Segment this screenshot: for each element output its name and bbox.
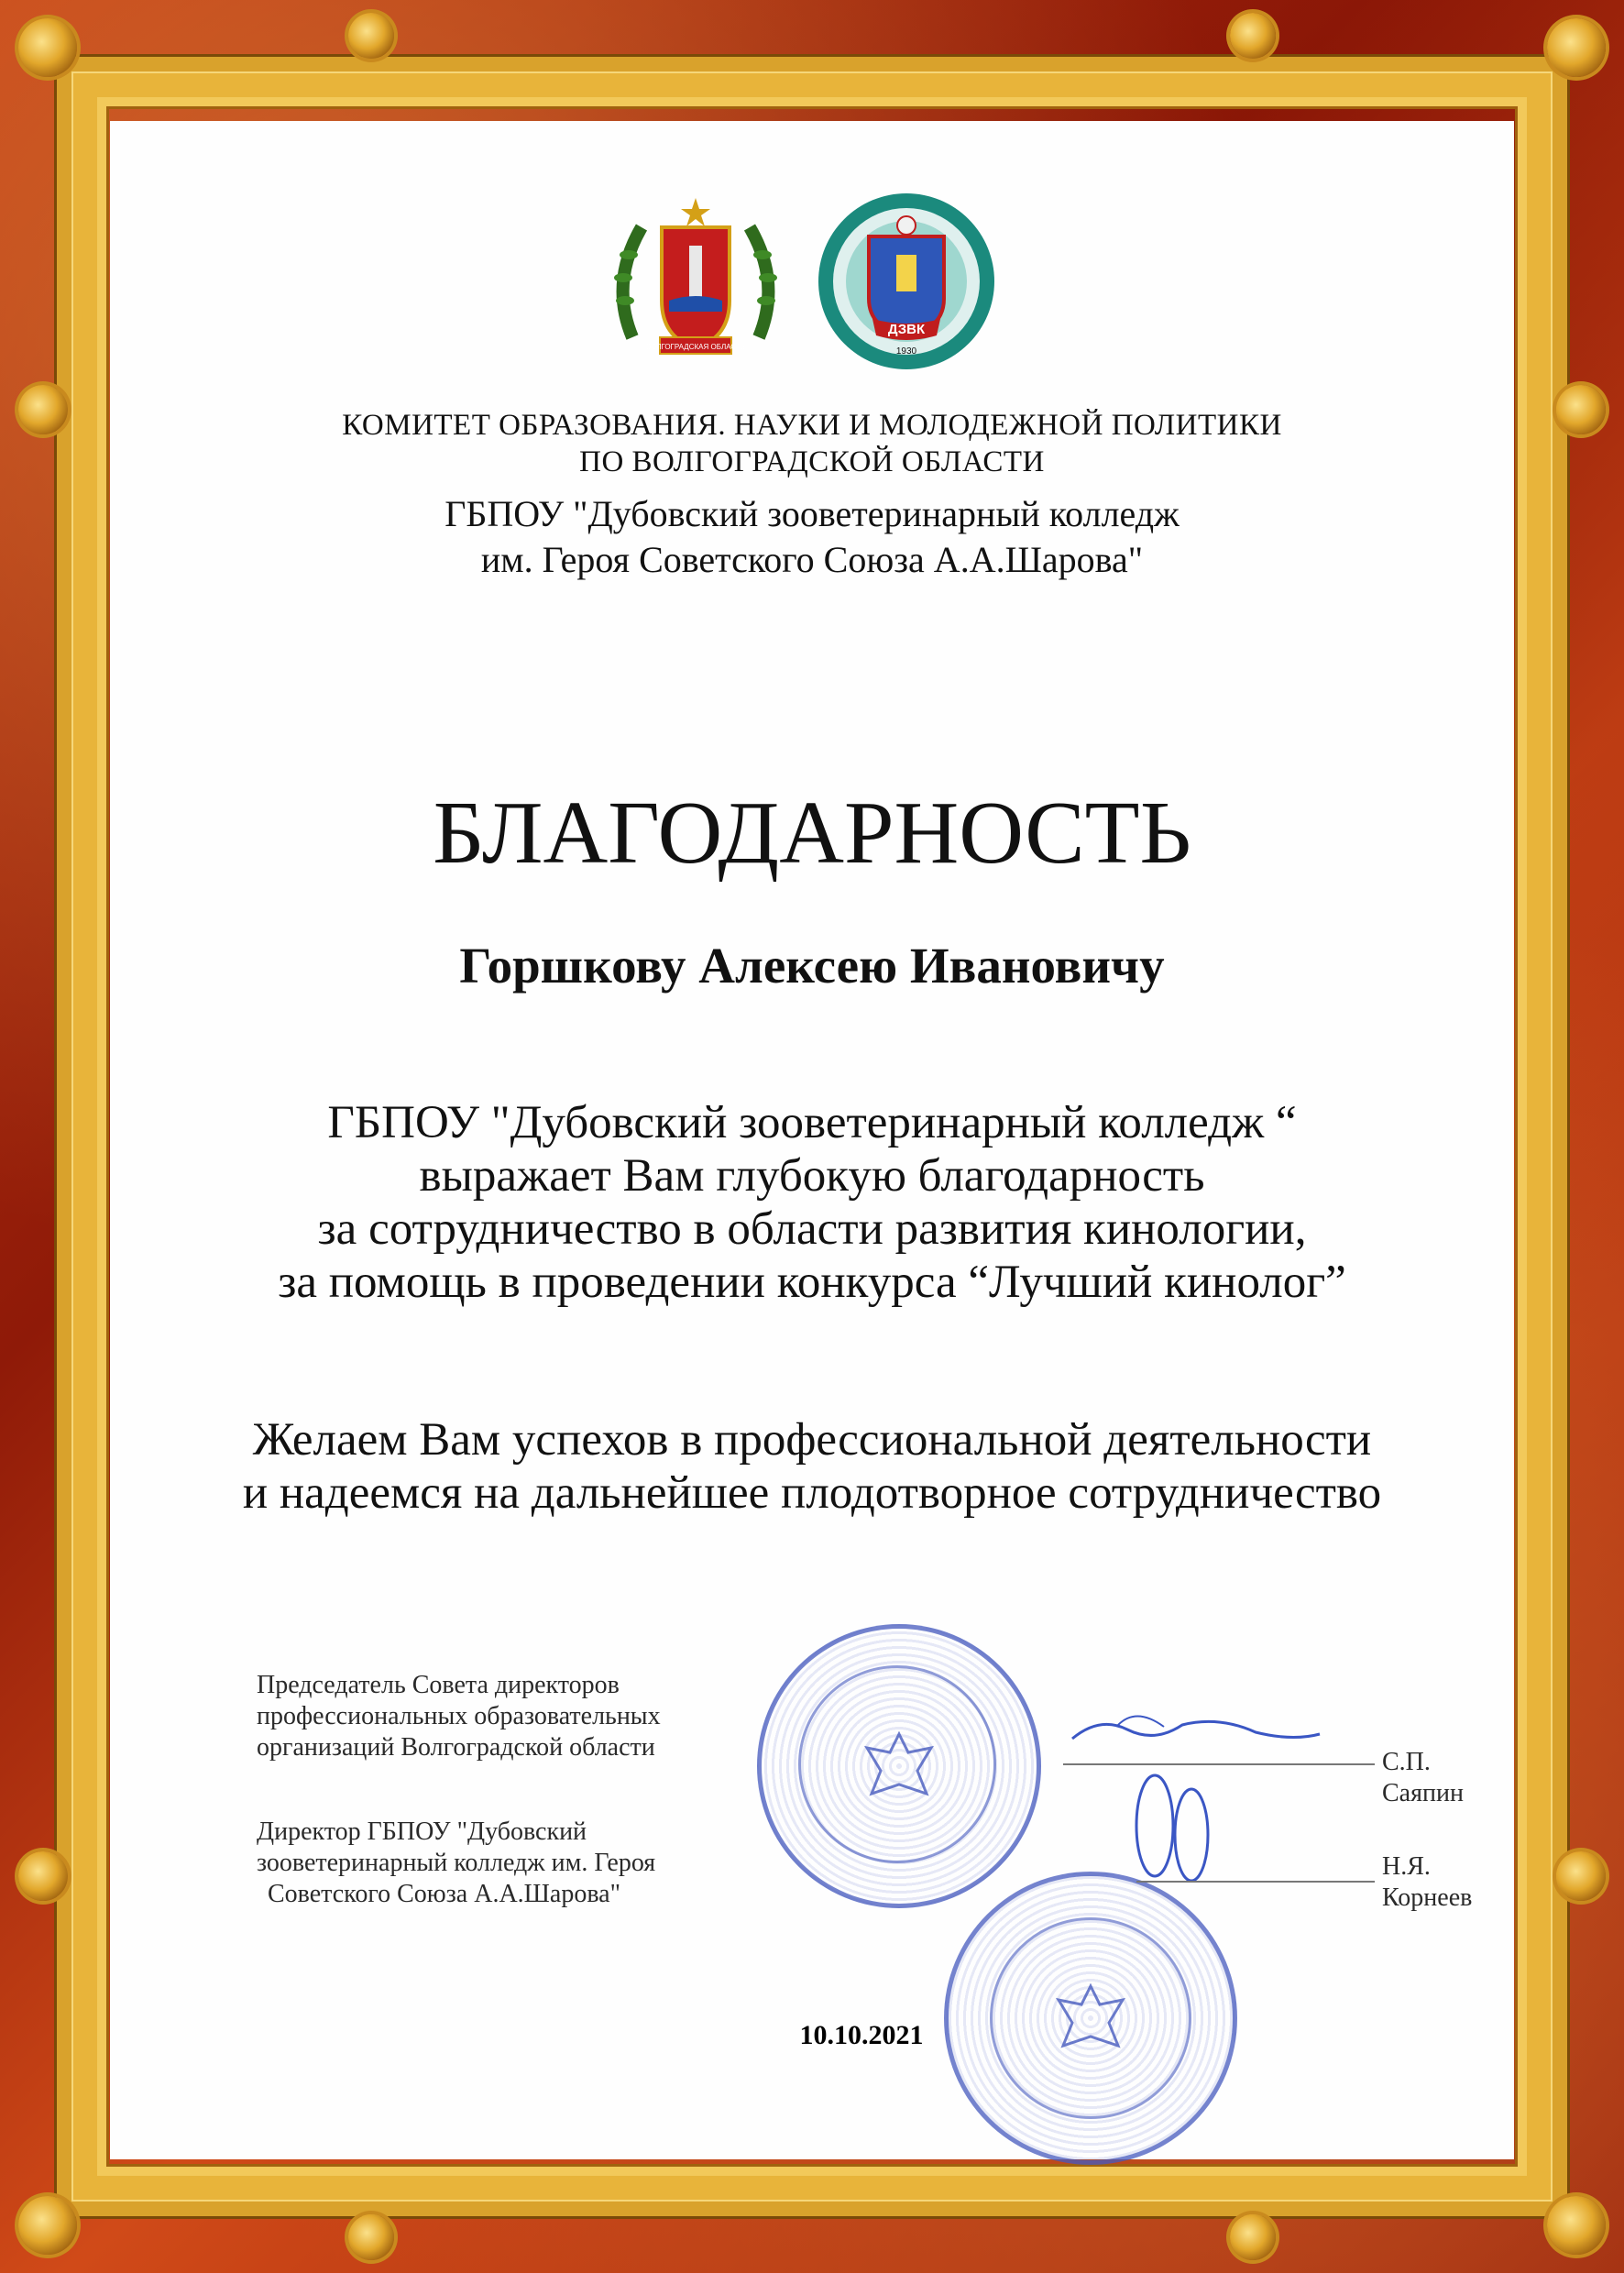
college-emblem-icon	[816, 191, 997, 372]
committee-header	[110, 407, 1514, 480]
frame-rosette-ornament	[348, 2214, 394, 2260]
recipient-name: Горшкову Алексею Ивановичу	[459, 938, 1165, 994]
issue-date: 10.10.2021	[799, 2020, 924, 2050]
frame-rosette-ornament	[1230, 13, 1276, 59]
chair-title-line: Председатель Совета директоров	[257, 1671, 620, 1699]
gratitude-text	[110, 1096, 1514, 1309]
frame-rosette-ornament	[348, 13, 394, 59]
eagle-emblem-icon	[858, 1725, 940, 1807]
committee-line: КОМИТЕТ ОБРАЗОВАНИЯ. НАУКИ И МОЛОДЕЖНОЙ ПОЛИТИКИ	[342, 409, 1282, 442]
director-signature-line	[1136, 1881, 1375, 1883]
certificate-paper	[110, 121, 1514, 2159]
wishes-text	[110, 1413, 1514, 1520]
director-signature	[1118, 1762, 1228, 1890]
director-title	[257, 1817, 655, 1910]
frame-rosette-ornament	[18, 385, 68, 434]
wishes-line: и надеемся на дальнейшее плодотворное сотрудничество	[242, 1467, 1382, 1519]
frame-rosette-ornament	[1547, 18, 1606, 77]
college-emblem-caption: ДЗВК	[887, 322, 926, 337]
college-line: им. Героя Советского Союза А.А.Шарова"	[480, 539, 1144, 580]
college-line: ГБПОУ "Дубовский зооветеринарный колледж	[444, 493, 1180, 534]
chair-title-line: профессиональных образовательных	[257, 1702, 661, 1730]
frame-rosette-ornament	[18, 1851, 68, 1901]
committee-line: ПО ВОЛГОГРАДСКОЙ ОБЛАСТИ	[579, 445, 1045, 478]
official-stamp-upper	[757, 1624, 1041, 1908]
director-title-line: Советского Союза А.А.Шарова"	[268, 1880, 621, 1908]
frame-rosette-ornament	[1556, 385, 1606, 434]
gratitude-line: выражает Вам глубокую благодарность	[419, 1150, 1205, 1202]
chair-title	[257, 1670, 661, 1763]
wishes-line: Желаем Вам успехов в профессиональной деятельности	[252, 1414, 1372, 1466]
official-stamp-lower	[944, 1872, 1237, 2165]
eagle-emblem-icon	[1049, 1977, 1132, 2059]
chair-signature	[1063, 1697, 1329, 1762]
coat-of-arms-caption: ВОЛГОГРАДСКАЯ ОБЛАСТЬ	[645, 343, 746, 351]
gratitude-line: ГБПОУ "Дубовский зооветеринарный колледж “	[327, 1097, 1297, 1148]
college-header	[110, 491, 1514, 583]
director-title-line: зооветеринарный колледж им. Героя	[257, 1849, 656, 1877]
gratitude-line: за сотрудничество в области развития кинологии,	[317, 1203, 1307, 1255]
frame-rosette-ornament	[18, 18, 77, 77]
frame-rosette-ornament	[1230, 2214, 1276, 2260]
director-title-line: Директор ГБПОУ "Дубовский	[257, 1817, 587, 1846]
college-emblem-year: 1930	[895, 346, 917, 357]
chair-title-line: организаций Волгоградской области	[257, 1733, 655, 1762]
director-name: Н.Я. Корнеев	[1382, 1852, 1473, 1912]
certificate-title: БЛАГОДАРНОСТЬ	[433, 784, 1191, 883]
gratitude-line: за помощь в проведении конкурса “Лучший кинолог”	[278, 1257, 1346, 1308]
frame-rosette-ornament	[1547, 2196, 1606, 2255]
frame-rosette-ornament	[1556, 1851, 1606, 1901]
chair-name: С.П. Саяпин	[1382, 1748, 1464, 1807]
volgograd-coat-of-arms-icon	[605, 191, 786, 365]
frame-rosette-ornament	[18, 2196, 77, 2255]
